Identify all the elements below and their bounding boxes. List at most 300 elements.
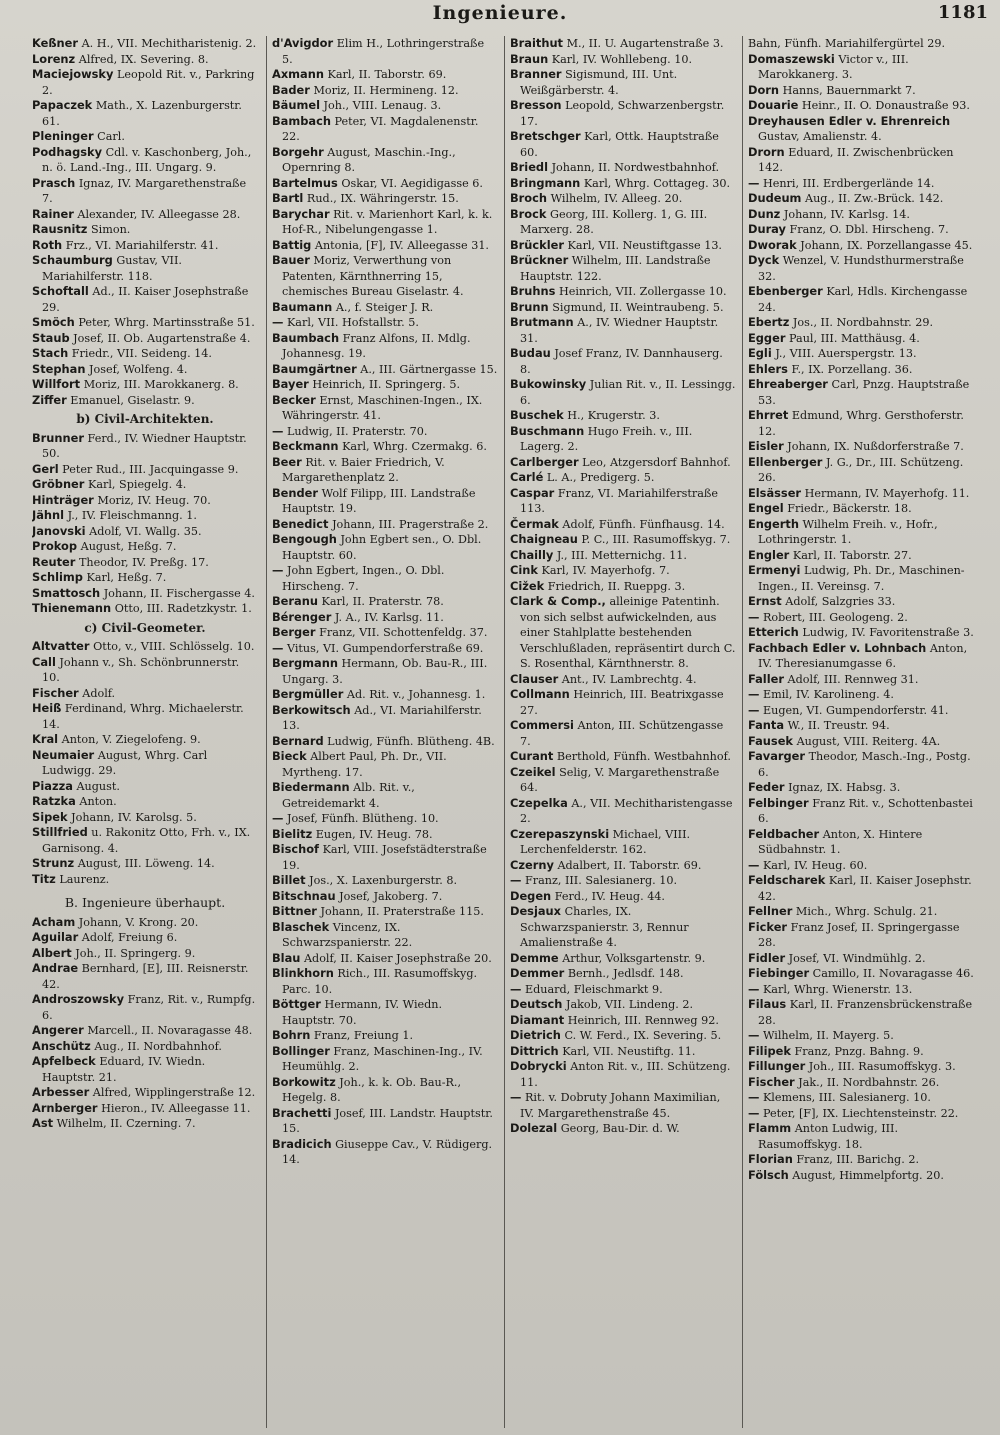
entry-details: John Egbert sen., O. Dbl. Hauptstr. 60.	[282, 533, 482, 562]
entry-name: Bielitz	[272, 826, 313, 841]
directory-entry	[272, 439, 498, 455]
section-heading: B. Ingenieure überhaupt.	[64, 895, 226, 910]
entry-details: Sigmund, II. Weintraubeng. 5.	[552, 300, 724, 314]
entry-name: Ellenberger	[748, 454, 823, 469]
directory-entry	[510, 346, 736, 377]
directory-entry	[510, 315, 736, 346]
page-title: Ingenieure.	[432, 2, 568, 24]
entry-name: Fanta	[748, 718, 785, 732]
directory-entry	[748, 951, 974, 967]
directory-entry	[32, 856, 258, 872]
entry-details: Otto, v., VIII. Schlösselg. 10.	[93, 640, 255, 653]
directory-entry	[272, 594, 498, 610]
entry-details: J., III. Metternichg. 11.	[556, 548, 687, 562]
directory-entry	[748, 517, 974, 548]
entry-name: Bengough	[272, 532, 337, 546]
entry-details: Karl, IV. Mayerhofg. 7.	[541, 564, 670, 577]
entry-details: Carl.	[97, 130, 125, 143]
directory-entry	[510, 517, 736, 533]
directory-entry	[748, 997, 974, 1028]
entry-details: Bernhard, [E], III. Reisnerstr. 42.	[42, 962, 249, 991]
entry-name: Arnberger	[32, 1100, 98, 1115]
entry-details: Karl, II. Taborstr. 27.	[792, 548, 912, 562]
directory-entry	[748, 982, 974, 998]
directory-entry	[32, 52, 258, 68]
entry-details: Hermann, Ob. Bau-R., III. Ungarg. 3.	[282, 657, 488, 686]
directory-entry	[32, 98, 258, 129]
directory-entry	[748, 207, 974, 223]
entry-details: Karl, Whrg. Cottageg. 30.	[583, 176, 731, 190]
page-header	[0, 0, 1000, 34]
directory-entry	[748, 672, 974, 688]
entry-details: Anton Rit. v., III. Schützeng. 11.	[520, 1060, 731, 1089]
entry-details: Aug., II. Zw.-Brück. 142.	[804, 192, 944, 205]
entry-details: Eduard, IV. Wiedn. Hauptstr. 21.	[42, 1055, 206, 1084]
directory-entry	[272, 951, 498, 967]
entry-name: Janovski	[32, 523, 86, 538]
entry-details: Josef, Jakoberg. 7.	[339, 889, 443, 903]
entry-name: Fischer	[748, 1074, 795, 1089]
entry-name: Albert	[32, 945, 72, 960]
entry-name: Czepelka	[510, 795, 568, 810]
entry-name: Briedl	[510, 160, 548, 174]
entry-name: Chailly	[510, 547, 554, 562]
directory-entry	[510, 873, 736, 889]
directory-entry	[272, 749, 498, 780]
entry-details: Karl, VII. Neustiftgasse 13.	[567, 238, 722, 252]
entry-details: Peter, [F], IX. Liechtensteinstr. 22.	[762, 1106, 959, 1120]
directory-entry	[32, 129, 258, 145]
entry-details: Josef, VI. Windmühlg. 2.	[788, 951, 926, 965]
entry-name: Bartl	[272, 191, 304, 205]
directory-entry	[510, 129, 736, 160]
entry-details: Cdl. v. Kaschonberg, Joh., n. ö. Land.-Ing., III. Ungarg. 9.	[42, 145, 252, 174]
entry-name: Bambach	[272, 113, 331, 128]
directory-entry	[32, 377, 258, 393]
directory-entry	[272, 145, 498, 176]
entry-details: August, Maschin.-Ing., Opernring 8.	[282, 145, 456, 174]
entry-name: Dyck	[748, 253, 780, 267]
entry-details: Karl, Whrg. Czermakg. 6.	[342, 440, 487, 453]
directory-entry	[32, 524, 258, 540]
entry-name: Clauser	[510, 671, 559, 686]
entry-details: Josef, III. Landstr. Hauptstr. 15.	[282, 1106, 493, 1135]
entry-details: Giuseppe Cav., V. Rüdigerg. 14.	[282, 1137, 493, 1166]
entry-details: J. G., Dr., III. Schützeng. 26.	[758, 455, 964, 484]
entry-details: Rich., III. Rasumoffskyg. Parc. 10.	[282, 967, 478, 996]
directory-entry	[32, 639, 258, 655]
entry-name: Altvatter	[32, 639, 90, 653]
entry-details: Emanuel, Giselastr. 9.	[70, 393, 195, 407]
column-1	[32, 36, 258, 1428]
directory-entry	[748, 145, 974, 176]
entry-name: Angerer	[32, 1023, 84, 1037]
entry-details: Theodor, Masch.-Ing., Postg. 6.	[758, 750, 971, 779]
entry-name: Bieck	[272, 749, 307, 763]
entry-details: Theodor, IV. Preßg. 17.	[78, 555, 209, 569]
entry-name: —	[748, 1028, 760, 1042]
directory-entry	[272, 377, 498, 393]
entry-name: Berger	[272, 625, 316, 639]
directory-entry	[272, 827, 498, 843]
directory-entry	[32, 462, 258, 478]
directory-entry	[32, 36, 258, 52]
directory-entry	[32, 748, 258, 779]
entry-name: —	[748, 857, 760, 872]
entry-details: A. H., VII. Mechitharistenig. 2.	[81, 37, 257, 50]
entry-details: Alfred, IX. Severing. 8.	[78, 52, 209, 66]
entry-details: Karl, II. Taborstr. 69.	[327, 68, 447, 81]
entry-details: Peter, VI. Magdalenenstr. 22.	[282, 114, 479, 143]
directory-entry	[510, 377, 736, 408]
entry-details: Ferd., IV. Heug. 44.	[554, 889, 665, 903]
entry-name: —	[748, 981, 760, 996]
entry-name: Bartelmus	[272, 175, 338, 190]
entry-name: Pleninger	[32, 129, 94, 143]
entry-details: Bernh., Jedlsdf. 148.	[567, 967, 684, 980]
entry-name: Ficker	[748, 919, 788, 934]
entry-details: Jos., II. Nordbahnstr. 29.	[792, 316, 934, 329]
directory-entry	[748, 703, 974, 719]
entry-details: Carl, Pnzg. Hauptstraße 53.	[758, 378, 970, 407]
entry-name: Dolezal	[510, 1121, 558, 1135]
entry-details: Ferdinand, Whrg. Michaelerstr. 14.	[42, 702, 244, 731]
entry-details: August, Himmelpfortg. 20.	[792, 1168, 944, 1182]
directory-entry	[748, 780, 974, 796]
entry-details: Wenzel, V. Hundsthurmerstraße 32.	[758, 254, 964, 283]
entry-details: Johann, IV. Karolsg. 5.	[71, 810, 197, 824]
entry-name: Lorenz	[32, 51, 76, 66]
directory-entry	[272, 625, 498, 641]
entry-details: Karl, VII. Neustiftg. 11.	[562, 1044, 696, 1058]
entry-name: Fölsch	[748, 1167, 789, 1182]
entry-name: Podhagsky	[32, 144, 103, 159]
directory-entry	[510, 455, 736, 471]
directory-entry	[748, 1121, 974, 1152]
entry-name: Maciejowsky	[32, 67, 114, 81]
directory-entry	[748, 858, 974, 874]
entry-details: Moriz, Verwerthung von Patenten, Kärnthnerring 15, chemisches Bureau Giselastr. 4.	[282, 254, 464, 298]
directory-entry	[748, 52, 974, 83]
entry-details: A., III. Gärtnergasse 15.	[360, 362, 498, 376]
entry-name: Gröbner	[32, 477, 85, 491]
entry-name: Collmann	[510, 687, 570, 701]
directory-entry	[748, 315, 974, 331]
directory-entry	[510, 796, 736, 827]
directory-entry	[32, 1023, 258, 1039]
entry-details: Peter Rud., III. Jacquingasse 9.	[62, 462, 239, 476]
entry-name: Dittrich	[510, 1043, 559, 1058]
entry-details: Victor v., III. Marokkanerg. 3.	[758, 52, 909, 81]
entry-details: Karl, Ottk. Hauptstraße 60.	[520, 130, 719, 159]
entry-name: —	[272, 423, 284, 438]
directory-entry	[510, 672, 736, 688]
entry-details: Charles, IX. Schwarzspanierstr. 3, Rennur Amalienstraße 4.	[520, 905, 689, 949]
entry-details: Hieron., IV. Alleegasse 11.	[101, 1101, 251, 1115]
entry-name: Battig	[272, 237, 312, 252]
directory-entry	[272, 1137, 498, 1168]
directory-entry	[748, 501, 974, 517]
directory-entry	[510, 997, 736, 1013]
entry-details: Gustav, Amalienstr. 4.	[758, 130, 882, 143]
directory-entry	[32, 315, 258, 331]
entry-details: Franz, Rit. v., Rumpfg. 6.	[42, 993, 256, 1022]
directory-entry	[510, 52, 736, 68]
entry-name: —	[748, 687, 760, 701]
entry-details: Eduard, Fleischmarkt 9.	[524, 982, 663, 996]
entry-details: u. Rakonitz Otto, Frh. v., IX. Garnisong. 4.	[42, 826, 251, 855]
entry-details: Peter, Whrg. Martinsstraße 51.	[78, 316, 255, 329]
entry-name: Call	[32, 654, 56, 669]
entry-name: Jähnl	[32, 508, 65, 522]
entry-name: Stach	[32, 346, 69, 360]
entry-name: Willfort	[32, 377, 81, 391]
entry-details: Josef, Wolfeng. 4.	[89, 362, 188, 376]
directory-entry	[32, 431, 258, 462]
entry-details: Johann, IX. Nußdorferstraße 7.	[787, 440, 964, 453]
entry-details: Ludwig, II. Praterstr. 70.	[286, 424, 428, 438]
directory-entry	[32, 915, 258, 931]
entry-name: Brutmann	[510, 315, 574, 329]
directory-entry	[748, 486, 974, 502]
entry-name: Axmann	[272, 67, 324, 81]
directory-entry	[510, 594, 736, 672]
entry-details: Heinrich, II. Springerg. 5.	[312, 378, 461, 391]
entry-details: Berthold, Fünfh. Westbahnhof.	[556, 750, 731, 763]
directory-entry	[510, 1090, 736, 1121]
directory-entry	[272, 331, 498, 362]
directory-entry	[272, 393, 498, 424]
entry-details: Franz, VII. Schottenfeldg. 37.	[319, 626, 488, 639]
entry-name: Bitschnau	[272, 888, 336, 903]
entry-name: Heiß	[32, 701, 62, 715]
entry-name: Bradicich	[272, 1136, 332, 1151]
entry-details: Josef, Fünfh. Blütheng. 10.	[286, 812, 439, 825]
entry-name: Bischof	[272, 842, 320, 856]
directory-entry	[32, 207, 258, 223]
entry-name: Chaigneau	[510, 532, 578, 546]
directory-entry	[32, 655, 258, 686]
entry-name: Beranu	[272, 594, 318, 608]
entry-details: Franz, Maschinen-Ing., IV. Heumühlg. 2.	[282, 1044, 483, 1073]
entry-details: Ludwig, Ph. Dr., Maschinen-Ingen., II. Vereinsg. 7.	[758, 564, 965, 593]
entry-name: Ziffer	[32, 392, 67, 407]
entry-details: Frz., VI. Mariahilferstr. 41.	[65, 238, 219, 252]
entry-details: Heinr., II. O. Donaustraße 93.	[801, 99, 970, 112]
entry-details: Sigismund, III. Unt. Weißgärberstr. 4.	[520, 68, 678, 97]
directory-entry	[32, 493, 258, 509]
entry-name: Engler	[748, 547, 790, 562]
directory-entry	[272, 734, 498, 750]
directory-entry	[748, 1044, 974, 1060]
entry-name: Billet	[272, 873, 306, 887]
entry-name: Bender	[272, 485, 319, 500]
entry-details: Alexander, IV. Alleegasse 28.	[77, 207, 241, 221]
entry-name: Barychar	[272, 206, 330, 221]
directory-entry	[32, 1039, 258, 1055]
entry-details: Ernst, Maschinen-Ingen., IX. Währingerstr. 41.	[282, 393, 483, 422]
entry-name: Fidler	[748, 950, 786, 965]
entry-name: Czerepaszynski	[510, 826, 610, 841]
directory-entry	[32, 872, 258, 888]
column-divider	[504, 36, 505, 1428]
entry-details: Alfred, Wipplingerstraße 12.	[92, 1086, 256, 1099]
directory-entry	[272, 98, 498, 114]
entry-details: Emil, IV. Karolineng. 4.	[762, 688, 894, 701]
entry-name: Anschütz	[32, 1038, 91, 1053]
entry-details: A., VII. Mechitharistengasse 2.	[520, 796, 733, 825]
directory-entry	[748, 625, 974, 641]
entry-details: Ferd., IV. Wiedner Hauptstr. 50.	[42, 431, 247, 460]
directory-entry	[32, 930, 258, 946]
entry-name: Beer	[272, 454, 302, 469]
entry-name: Čermak	[510, 516, 559, 531]
directory-entry	[32, 346, 258, 362]
entry-details: Wilhelm, II. Mayerg. 5.	[762, 1029, 894, 1042]
entry-details: Johann, II. Nordwestbahnhof.	[551, 161, 720, 174]
entry-details: Eugen, IV. Heug. 78.	[315, 827, 433, 841]
entry-name: Deutsch	[510, 997, 563, 1011]
directory-entry	[748, 284, 974, 315]
entry-name: Favarger	[748, 749, 806, 763]
entry-name: Ehrret	[748, 408, 789, 422]
entry-name: Bittner	[272, 904, 317, 918]
entry-details: A., f. Steiger J. R.	[335, 300, 434, 314]
column-4	[748, 36, 974, 1428]
entry-name: Felbinger	[748, 795, 809, 810]
entry-name: —	[510, 873, 522, 887]
entry-name: —	[510, 1090, 522, 1104]
entry-details: C. W. Ferd., IX. Severing. 5.	[564, 1029, 722, 1042]
entry-name: Cižek	[510, 578, 545, 593]
entry-name: Bader	[272, 82, 310, 97]
entry-name: —	[510, 981, 522, 996]
directory-entry	[510, 982, 736, 998]
entry-name: Androszowsky	[32, 992, 125, 1006]
directory-entry	[272, 920, 498, 951]
entry-details: Joh., II. Springerg. 9.	[75, 946, 196, 960]
directory-entry	[748, 331, 974, 347]
entry-details: L. A., Predigerg. 5.	[546, 471, 655, 484]
entry-name: Biedermann	[272, 780, 350, 794]
directory-entry	[272, 315, 498, 331]
directory-entry	[748, 1106, 974, 1122]
directory-entry	[510, 424, 736, 455]
directory-entry	[748, 1028, 974, 1044]
entry-details: Paul, III. Matthäusg. 4.	[789, 331, 920, 345]
entry-details: Julian Rit. v., II. Lessingg. 6.	[520, 378, 736, 407]
entry-name: Borkowitz	[272, 1074, 336, 1089]
entry-name: Fellner	[748, 904, 793, 918]
entry-name: —	[748, 1090, 760, 1104]
entry-details: Mich., Whrg. Schulg. 21.	[795, 905, 938, 918]
directory-entry	[32, 779, 258, 795]
directory-entry	[32, 331, 258, 347]
entry-name: —	[272, 811, 284, 825]
entry-details: Karl, IV. Heug. 60.	[762, 858, 868, 872]
entry-details: Karl, VII. Hofstallstr. 5.	[286, 316, 419, 329]
entry-details: Karl, II. Kaiser Josephstr. 42.	[758, 874, 972, 903]
entry-name: Dunz	[748, 206, 781, 221]
entry-details: Karl, Heßg. 7.	[86, 571, 167, 584]
entry-name: Thienemann	[32, 601, 112, 615]
entry-details: Johann, IX. Porzellangasse 45.	[800, 238, 973, 252]
entry-details: Ludwig, Fünfh. Blütheng. 4B.	[327, 734, 495, 748]
directory-entry	[32, 810, 258, 826]
entry-name: Carlberger	[510, 454, 579, 469]
entry-name: Baumbach	[272, 330, 340, 345]
entry-name: Dietrich	[510, 1028, 561, 1042]
entry-details: Joh., VIII. Lenaug. 3.	[323, 99, 442, 112]
directory-entry	[32, 1101, 258, 1117]
directory-entry	[272, 238, 498, 254]
directory-entry	[32, 586, 258, 602]
entry-name: Broch	[510, 191, 547, 205]
entry-details: John Egbert, Ingen., O. Dbl. Hirscheng. 7.	[282, 564, 445, 593]
entry-name: Degen	[510, 888, 552, 903]
entry-details: Karl, II. Praterstr. 78.	[321, 595, 444, 608]
entry-name: Strunz	[32, 856, 75, 870]
directory-entry	[32, 176, 258, 207]
directory-entry	[32, 145, 258, 176]
entry-details: Klemens, III. Salesianerg. 10.	[762, 1091, 931, 1104]
entry-name: Becker	[272, 392, 316, 407]
entry-details: Vitus, VI. Gumpendorferstraße 69.	[286, 641, 484, 655]
entry-details: Elim H., Lothringerstraße 5.	[282, 37, 485, 66]
directory-entry	[510, 1059, 736, 1090]
directory-entry	[272, 36, 498, 67]
entry-details: Leopold, Schwarzenbergstr. 17.	[520, 99, 725, 128]
entry-details: Adolf, Fünfh. Fünfhausg. 14.	[562, 517, 725, 531]
entry-details: Adolf, VI. Wallg. 35.	[89, 524, 202, 538]
entry-details: Heinrich, III. Rennweg 92.	[567, 1013, 719, 1027]
directory-entry	[272, 424, 498, 440]
entry-name: Andrae	[32, 961, 79, 975]
entry-details: Franz, III. Salesianerg. 10.	[524, 874, 678, 887]
directory-entry	[272, 873, 498, 889]
directory-entry	[32, 253, 258, 284]
directory-entry	[272, 842, 498, 873]
entry-name: Dreyhausen Edler v. Ehrenreich	[748, 113, 951, 128]
directory-entry	[510, 765, 736, 796]
directory-entry	[32, 1054, 258, 1085]
entry-name: Budau	[510, 346, 551, 360]
entry-details: Albert Paul, Ph. Dr., VII. Myrtheng. 17.	[282, 750, 447, 779]
entry-details: Wilhelm, III. Landstraße Hauptstr. 122.	[520, 254, 711, 283]
directory-entry	[748, 827, 974, 858]
entry-name: Blinkhorn	[272, 966, 334, 980]
entry-details: Ignaz, IV. Margarethenstraße 7.	[42, 176, 247, 205]
entry-details: Johann, II. Praterstraße 115.	[320, 905, 484, 918]
entry-name: Branner	[510, 67, 562, 81]
entry-details: August, VIII. Reiterg. 4A.	[796, 734, 941, 748]
directory-entry	[510, 1121, 736, 1137]
directory-entry	[32, 555, 258, 571]
entry-details: A., IV. Wiedner Hauptstr. 31.	[520, 316, 719, 345]
directory-entry	[32, 393, 258, 409]
entry-name: Gerl	[32, 461, 59, 476]
directory-entry	[32, 539, 258, 555]
entry-name: Egli	[748, 346, 772, 360]
entry-name: Cink	[510, 563, 538, 577]
entry-details: Moriz, III. Marokkanerg. 8.	[83, 378, 239, 391]
entry-details: Henri, III. Erdbergerlände 14.	[762, 176, 935, 190]
entry-name: Brachetti	[272, 1105, 332, 1120]
directory-entry	[32, 238, 258, 254]
entry-details: Adolf, Salzgries 33.	[785, 595, 896, 608]
entry-details: Eduard, II. Zwischenbrücken 142.	[758, 145, 954, 174]
entry-details: Friedr., VII. Seideng. 14.	[71, 347, 212, 360]
